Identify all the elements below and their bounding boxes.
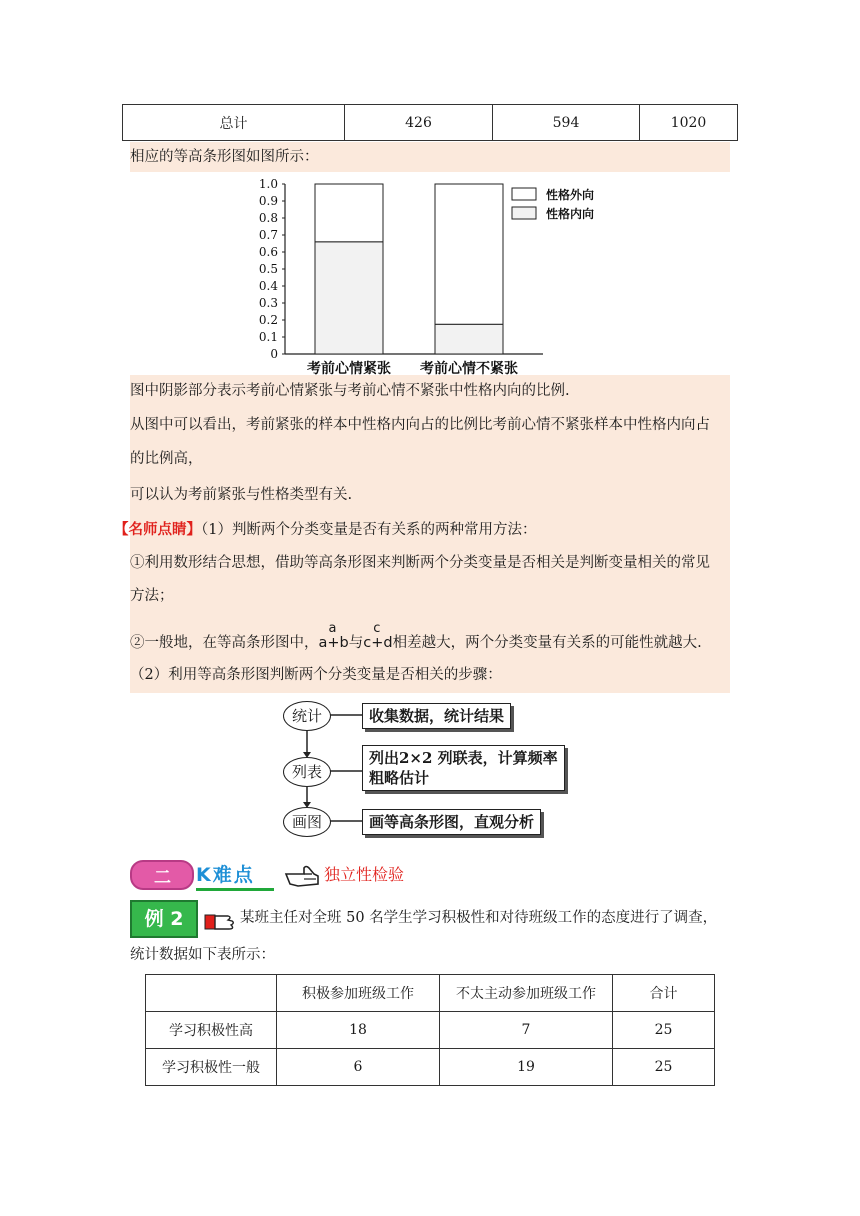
tip-line-4	[130, 621, 702, 654]
section-badge-number: 二	[154, 868, 171, 888]
y-tick-label: 0.3	[258, 296, 278, 310]
bar-segment	[435, 184, 503, 324]
y-tick-label: 0.2	[258, 313, 278, 327]
table-cell: 18	[277, 1012, 440, 1049]
flow-desc-count: 收集数据，统计结果	[362, 703, 511, 729]
example-badge: 例 2	[130, 900, 198, 938]
table-cell: 7	[440, 1012, 613, 1049]
legend-swatch	[512, 188, 536, 200]
y-tick-label: 0.1	[258, 330, 278, 344]
tip-between: 与	[348, 635, 364, 651]
header-cell: 不太主动参加班级工作	[440, 975, 613, 1012]
frac2-numerator: c	[373, 621, 381, 636]
x-tick-label: 考前心情紧张	[307, 361, 391, 376]
table-cell: 6	[277, 1049, 440, 1086]
y-tick-label: 0.5	[258, 262, 278, 276]
frac1-denominator: a+b	[318, 635, 349, 651]
table-row	[123, 105, 738, 141]
tip-text-1: （1）判断两个分类变量是否有关系的两种常用方法：	[201, 522, 537, 538]
paragraph-1: 图中阴影部分表示考前心情紧张与考前心情不紧张中性格内向的比例.	[130, 383, 570, 399]
tip-line-1	[114, 519, 536, 541]
example-line-2: 统计数据如下表所示：	[130, 947, 275, 963]
header-cell: 积极参加班级工作	[277, 975, 440, 1012]
row-label: 学习积极性一般	[146, 1049, 277, 1086]
y-tick-label: 0.6	[258, 245, 278, 259]
y-tick-label: 0	[270, 347, 278, 361]
header-cell	[146, 975, 277, 1012]
bar-segment	[315, 184, 383, 242]
y-tick-label: 0.4	[258, 279, 278, 293]
example-line-1: 某班主任对全班 50 名学生学习积极性和对待班级工作的态度进行了调查，	[240, 910, 718, 926]
flow-node-table: 列表	[283, 757, 331, 787]
frac1-numerator: a	[328, 621, 337, 636]
frac2-denominator: c+d	[363, 635, 393, 651]
legend-label: 性格外向	[546, 188, 595, 202]
total-table	[122, 104, 738, 141]
row-label: 学习积极性高	[146, 1012, 277, 1049]
pointing-hand-icon	[284, 862, 320, 888]
pointing-hand-icon	[202, 906, 236, 932]
y-tick-label: 1.0	[258, 177, 278, 191]
paragraph-2: 从图中可以看出，考前紧张的样本中性格内向占的比例比考前心情不紧张样本中性格内向占	[130, 417, 710, 433]
table-row	[146, 1012, 715, 1049]
flow-desc-table-line2: 粗略估计	[369, 769, 430, 787]
table-cell: 19	[440, 1049, 613, 1086]
section-underline	[196, 888, 274, 891]
bar-segment	[435, 324, 503, 354]
flow-desc-table-line1: 列出2×2 列联表，计算频率	[369, 749, 558, 767]
flow-desc-table	[362, 745, 565, 791]
paragraph-4: 可以认为考前紧张与性格类型有关.	[130, 487, 353, 503]
stacked-bar-chart	[250, 174, 620, 376]
total-col1: 426	[345, 105, 493, 141]
bar-segment	[315, 242, 383, 354]
flow-node-draw: 画图	[283, 807, 331, 837]
tip-line-3: 方法；	[130, 588, 174, 604]
tip-label: 【名师点睛】	[114, 521, 201, 538]
study-table	[145, 974, 715, 1086]
tip-line-2: ①利用数形结合思想，借助等高条形图来判断两个分类变量是否相关是判断变量相关的常见	[130, 555, 710, 571]
flow-desc-draw: 画等高条形图，直观分析	[362, 809, 541, 835]
header-cell: 合计	[613, 975, 715, 1012]
flow-node-count: 统计	[283, 701, 331, 731]
table-row	[146, 1049, 715, 1086]
section-title: 独立性检验	[324, 865, 405, 884]
table-header-row	[146, 975, 715, 1012]
section-badge	[130, 860, 194, 890]
legend-swatch	[512, 207, 536, 219]
section-badge-text: K难点	[196, 864, 255, 886]
legend-label: 性格内向	[546, 207, 595, 221]
paragraph-3: 的比例高，	[130, 451, 203, 467]
y-tick-label: 0.7	[258, 228, 278, 242]
fraction-c-over-cd	[363, 621, 393, 654]
total-col2: 594	[493, 105, 640, 141]
table-cell: 25	[613, 1012, 715, 1049]
y-tick-label: 0.8	[258, 211, 278, 225]
tip-line-4-post: 相差越大，两个分类变量有关系的可能性就越大.	[392, 635, 702, 651]
fraction-a-over-ab	[318, 621, 349, 654]
table-cell: 25	[613, 1049, 715, 1086]
intro-text: 相应的等高条形图如图所示：	[130, 149, 319, 165]
total-col3: 1020	[640, 105, 738, 141]
total-label: 总计	[123, 105, 345, 141]
tip-line-5: （2）利用等高条形图判断两个分类变量是否相关的步骤：	[130, 667, 502, 683]
y-tick-label: 0.9	[258, 194, 278, 208]
x-tick-label: 考前心情不紧张	[420, 361, 518, 376]
tip-line-4-pre: ②一般地，在等高条形图中，	[130, 635, 319, 651]
